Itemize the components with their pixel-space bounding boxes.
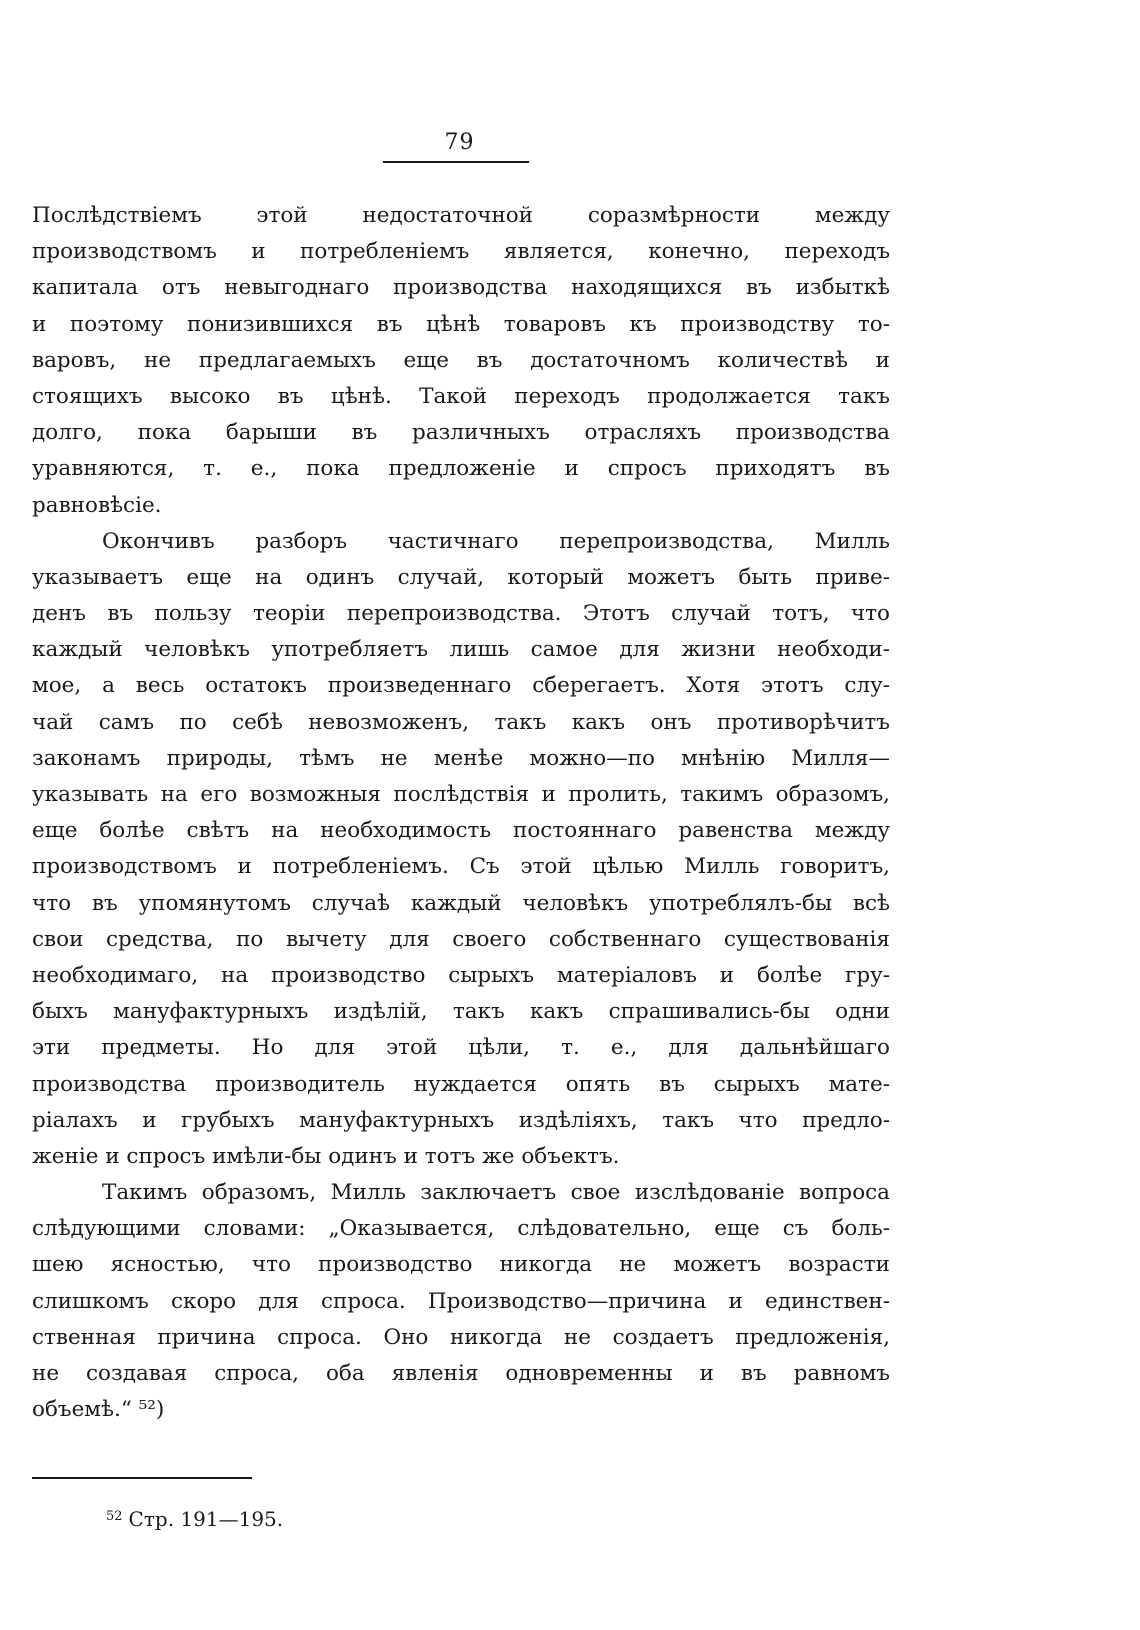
text-line: капитала отъ невыгоднаго производства находящихся въ избыткѣ — [32, 275, 890, 301]
text-line: варовъ, не предлагаемыхъ еще въ достаточномъ количествѣ и — [32, 347, 890, 373]
text-line: уравняются, т. е., пока предложеніе и спросъ приходятъ въ — [32, 456, 890, 482]
text-line: еще болѣе свѣтъ на необходимость постояннаго равенства между — [32, 818, 890, 844]
footnote — [106, 1507, 283, 1531]
text-line: эти предметы. Но для этой цѣли, т. е., для дальнѣйшаго — [32, 1035, 890, 1061]
footnote-rule — [32, 1477, 252, 1479]
text-line: равновѣсіе. — [32, 492, 162, 518]
text-line: мое, а весь остатокъ произведеннаго сберегаетъ. Хотя этотъ слу- — [32, 673, 890, 699]
text-line: объемѣ.“ ⁵²) — [32, 1397, 165, 1423]
footnote-text: Стр. 191—195. — [128, 1507, 284, 1531]
text-line: и поэтому понизившихся въ цѣнѣ товаровъ къ производству то- — [32, 311, 890, 337]
text-line: указываетъ еще на одинъ случай, который можетъ быть приве- — [32, 564, 890, 590]
page-number-rule — [383, 161, 529, 163]
text-line: необходимаго, на производство сырыхъ матеріаловъ и болѣе гру- — [32, 962, 890, 988]
text-line: денъ въ пользу теоріи перепроизводства. Этотъ случай тотъ, что — [32, 601, 890, 627]
text-line: ственная причина спроса. Оно никогда не создаетъ предложенія, — [32, 1324, 890, 1350]
footnote-marker: 52 — [106, 1509, 123, 1524]
text-line: Такимъ образомъ, Милль заключаетъ свое изслѣдованіе вопроса — [102, 1180, 890, 1206]
page-number: 79 — [444, 130, 475, 155]
text-line: чай самъ по себѣ невозможенъ, такъ какъ онъ противорѣчитъ — [32, 709, 890, 735]
text-line: слишкомъ скоро для спроса. Производство—причина и единствен- — [32, 1288, 890, 1314]
text-line: производства производитель нуждается опять въ сырыхъ мате- — [32, 1071, 890, 1097]
text-line: стоящихъ высоко въ цѣнѣ. Такой переходъ продолжается такъ — [32, 383, 890, 409]
text-line: производствомъ и потребленіемъ является, конечно, переходъ — [32, 239, 890, 265]
text-line: быхъ мануфактурныхъ издѣлій, такъ какъ спрашивались-бы одни — [32, 999, 890, 1025]
text-line: шею ясностью, что производство никогда не можетъ возрасти — [32, 1252, 890, 1278]
text-line: свои средства, по вычету для своего собственнаго существованія — [32, 926, 890, 952]
text-line: долго, пока барыши въ различныхъ отрасляхъ производства — [32, 420, 890, 446]
body-text — [32, 198, 890, 1428]
text-line: Окончивъ разборъ частичнаго перепроизводства, Милль — [102, 528, 890, 554]
text-line: женіе и спросъ имѣли-бы одинъ и тотъ же объектъ. — [32, 1143, 620, 1169]
text-line: что въ упомянутомъ случаѣ каждый человѣкъ употреблялъ-бы всѣ — [32, 890, 890, 916]
text-line: производствомъ и потребленіемъ. Съ этой цѣлью Милль говоритъ, — [32, 854, 890, 880]
text-line: не создавая спроса, оба явленія одновременны и въ равномъ — [32, 1361, 890, 1386]
text-line: каждый человѣкъ употребляетъ лишь самое для жизни необходи- — [32, 637, 890, 663]
text-line: Послѣдствіемъ этой недостаточной соразмѣрности между — [32, 203, 890, 228]
text-line: ріалахъ и грубыхъ мануфактурныхъ издѣліяхъ, такъ что предло- — [32, 1107, 890, 1133]
text-line: законамъ природы, тѣмъ не менѣе можно—по мнѣнію Милля— — [32, 745, 890, 771]
text-line: указывать на его возможныя послѣдствія и пролить, такимъ образомъ, — [32, 782, 890, 807]
text-line: слѣдующими словами: „Оказывается, слѣдовательно, еще съ боль- — [32, 1216, 890, 1242]
